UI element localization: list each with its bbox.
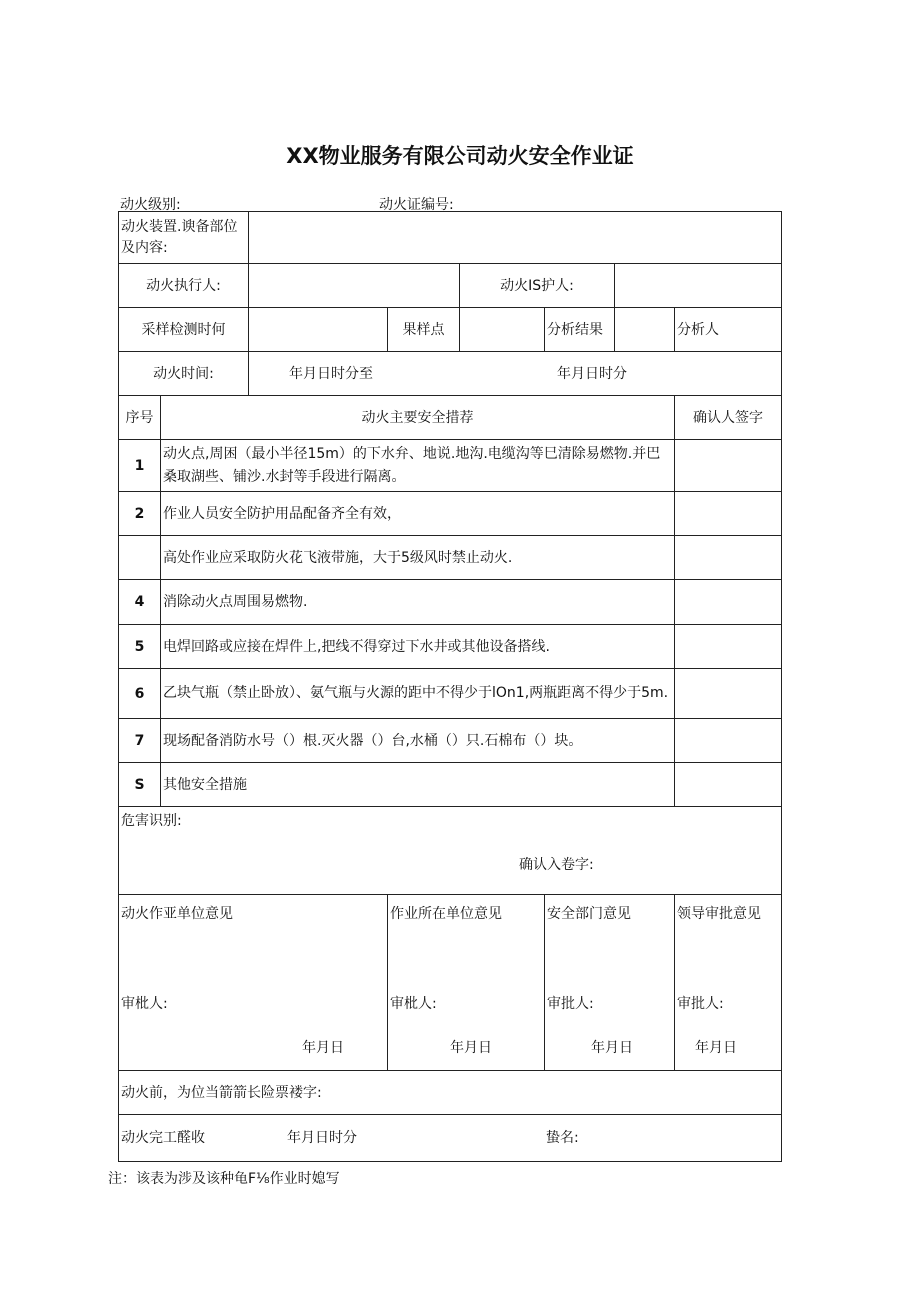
- completion-sign: 蛰名:: [546, 1130, 579, 1146]
- hazard-label: 危害识别:: [121, 813, 182, 829]
- opinion-date: 年月日: [450, 1040, 493, 1056]
- document-title: XX物业服务有限公司动火安全作业证: [286, 144, 634, 168]
- pre-fire-signature[interactable]: 动火前，为位当箭箭长险票褛字:: [119, 1071, 782, 1115]
- measure-text: 其他安全措施: [161, 763, 675, 807]
- completion-date: 年月日时分: [287, 1130, 357, 1146]
- sampling-time-label: 采样检测时何: [119, 308, 249, 352]
- opinion-title: 领导审批意见: [677, 906, 762, 922]
- opinion-date: 年月日: [695, 1040, 738, 1056]
- fire-time-label: 动火时间:: [119, 352, 249, 396]
- hazard-confirm-label: 确认入卷字:: [519, 857, 594, 873]
- sampling-time-value[interactable]: [249, 308, 388, 352]
- executor-label: 动火执行人:: [119, 264, 249, 308]
- confirm-signature[interactable]: [675, 440, 782, 492]
- permit-form-table: [118, 211, 782, 1162]
- measure-text: 动火点,周困（最小半径15m）的下水弁、地说.地沟.电缆沟等巳清除易燃物.并巴桑取湖些、铺沙.水封等手段进行隔离。: [161, 440, 675, 492]
- opinion-cell[interactable]: [119, 895, 388, 1071]
- measure-no: S: [119, 763, 161, 807]
- guardian-value[interactable]: [615, 264, 782, 308]
- analyst-label: 分析人: [675, 308, 782, 352]
- confirm-signature[interactable]: [675, 536, 782, 580]
- measure-no: [119, 536, 161, 580]
- opinion-title: 作业所在单位意见: [390, 906, 503, 922]
- sampling-point-value[interactable]: [460, 308, 545, 352]
- opinion-approver: 审枇人:: [390, 996, 437, 1012]
- completion-label: 动火完工醛收: [121, 1130, 205, 1146]
- opinion-date: 年月日: [591, 1040, 634, 1056]
- opinion-approver: 审批人:: [547, 996, 594, 1012]
- measure-text: 高处作业应采取防火花飞液带施，大于5级风时禁止动火.: [161, 536, 675, 580]
- opinion-cell[interactable]: [675, 895, 782, 1071]
- guardian-label: 动火IS护人:: [460, 264, 615, 308]
- measure-no: 7: [119, 719, 161, 763]
- analysis-result-label: 分析结果: [545, 308, 615, 352]
- opinion-approver: 审枇人:: [121, 996, 168, 1012]
- analysis-result-value[interactable]: [615, 308, 675, 352]
- sampling-point-label: 果样点: [388, 308, 460, 352]
- measure-text: 电焊回路或应接在焊件上,把线不得穿过下水井或其他设备搭线.: [161, 625, 675, 669]
- confirm-signature[interactable]: [675, 625, 782, 669]
- confirm-signature[interactable]: [675, 669, 782, 719]
- measure-header: 动火主要安全措荐: [161, 396, 675, 440]
- location-value[interactable]: [249, 212, 782, 264]
- footnote: 注：该表为涉及该种龟F⅛作业时媳写: [108, 1171, 340, 1187]
- measure-no: 2: [119, 492, 161, 536]
- confirm-header: 确认人签字: [675, 396, 782, 440]
- measure-no: 5: [119, 625, 161, 669]
- confirm-signature[interactable]: [675, 719, 782, 763]
- opinion-approver: 审批人:: [677, 996, 724, 1012]
- opinion-cell[interactable]: [388, 895, 545, 1071]
- location-label: 动火装置.谀备部位及内容:: [119, 212, 249, 264]
- opinion-cell[interactable]: [545, 895, 675, 1071]
- completion-acceptance[interactable]: [119, 1115, 782, 1162]
- measure-text: 现场配备消防水号（）根.灭火器（）台,水桶（）只.石棉布（）块。: [161, 719, 675, 763]
- opinion-date: 年月日: [302, 1040, 345, 1056]
- fire-level-label: 动火级别:: [120, 197, 181, 213]
- measure-text: 消除动火点周围易燃物.: [161, 580, 675, 625]
- confirm-signature[interactable]: [675, 492, 782, 536]
- measure-no: 1: [119, 440, 161, 492]
- measure-text: 乙块气瓶（禁止卧放）、氨气瓶与火源的距中不得少于lOn1,两瓶距离不得少于5m.: [161, 669, 675, 719]
- seq-header: 序号: [119, 396, 161, 440]
- fire-time-from: 年月日时分至: [289, 366, 374, 382]
- measure-text: 作业人员安全防护用品配备齐全有效，: [161, 492, 675, 536]
- hazard-identification[interactable]: [119, 807, 782, 895]
- fire-time-value[interactable]: [249, 352, 782, 396]
- fire-time-to: 年月日时分: [557, 366, 628, 382]
- measure-no: 4: [119, 580, 161, 625]
- measure-no: 6: [119, 669, 161, 719]
- permit-number-label: 动火证编号:: [379, 197, 454, 213]
- confirm-signature[interactable]: [675, 580, 782, 625]
- confirm-signature[interactable]: [675, 763, 782, 807]
- executor-value[interactable]: [249, 264, 460, 308]
- opinion-title: 动火作亚单位意见: [121, 906, 233, 922]
- opinion-title: 安全部门意见: [547, 906, 632, 922]
